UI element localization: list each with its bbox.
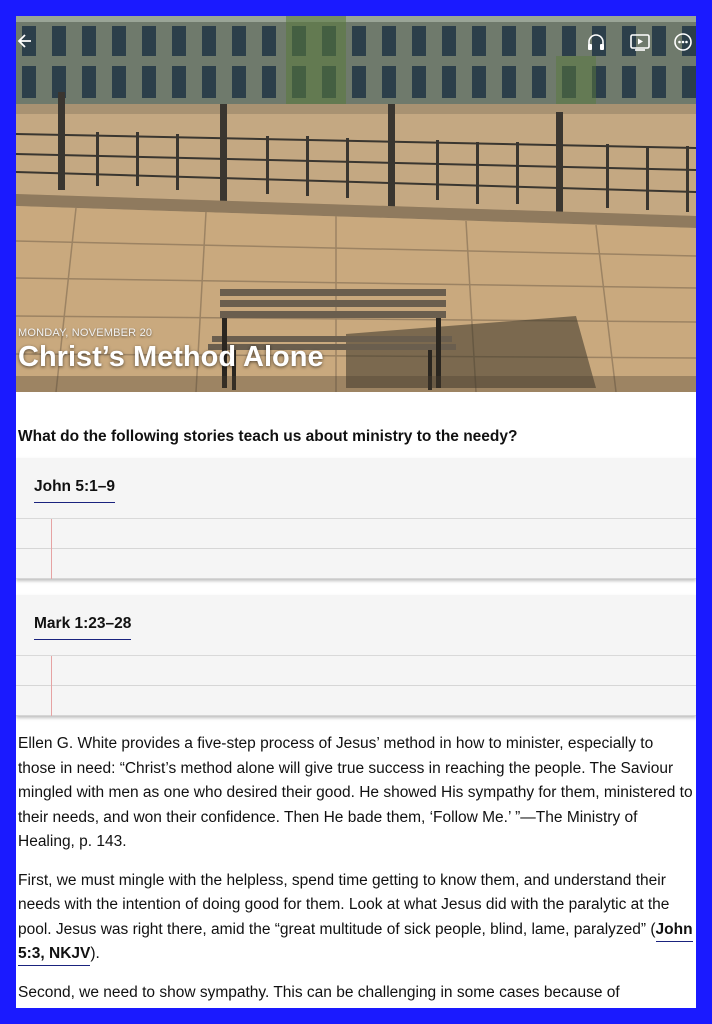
body-paragraph: Second, we need to show sympathy. This can be challenging in some cases because of xyxy=(18,983,620,1001)
more-options-icon[interactable] xyxy=(673,32,695,54)
bible-reference-link[interactable]: Mark 1:23–28 xyxy=(34,615,131,640)
note-card-header xyxy=(16,458,696,519)
headphones-icon[interactable] xyxy=(586,32,608,54)
paragraph-text: First, we must mingle with the helpless, spend time getting to know them, and understand their needs with the intention of doing good for them. Look at what Jesus did with the paralytic at the pool. Jesus was right there, amid the “great multitude of sick people, blind, lame, paralyzed” ( xyxy=(18,871,670,938)
paragraph-text: ). xyxy=(90,945,100,962)
margin-rule xyxy=(51,656,52,716)
bible-reference-link[interactable]: John 5:3, NKJV xyxy=(18,921,693,967)
app-frame xyxy=(16,16,696,1008)
top-toolbar xyxy=(16,16,696,68)
body-paragraph xyxy=(18,869,694,967)
bible-reference-link[interactable]: John 5:1–9 xyxy=(34,478,115,503)
note-card-header xyxy=(16,595,696,656)
hero-header xyxy=(16,16,696,392)
note-line xyxy=(16,549,696,579)
note-input-area[interactable] xyxy=(16,656,696,716)
lesson-date: MONDAY, NOVEMBER 20 xyxy=(18,327,153,339)
note-line xyxy=(16,519,696,549)
note-line xyxy=(16,686,696,716)
margin-rule xyxy=(51,519,52,579)
note-card xyxy=(16,458,696,579)
study-question: What do the following stories teach us about ministry to the needy? xyxy=(18,428,518,445)
note-input-area[interactable] xyxy=(16,519,696,579)
lesson-content xyxy=(16,428,696,1005)
arrow-left-icon[interactable] xyxy=(16,32,38,54)
lesson-title: Christ’s Method Alone xyxy=(18,341,324,373)
note-card xyxy=(16,595,696,716)
note-line xyxy=(16,656,696,686)
video-play-icon[interactable] xyxy=(629,32,651,54)
body-paragraph: Ellen G. White provides a five-step process of Jesus’ method in how to minister, especially to those in need: “Christ’s method alone will give true success in reaching the people. The Saviour mingled with men as one who desired their good. He showed His sympathy for them, ministered to their needs, and won their confidence. Then He bade them, ‘Follow Me.’ ”—The Ministry of Healing, p. 143. xyxy=(18,735,693,850)
